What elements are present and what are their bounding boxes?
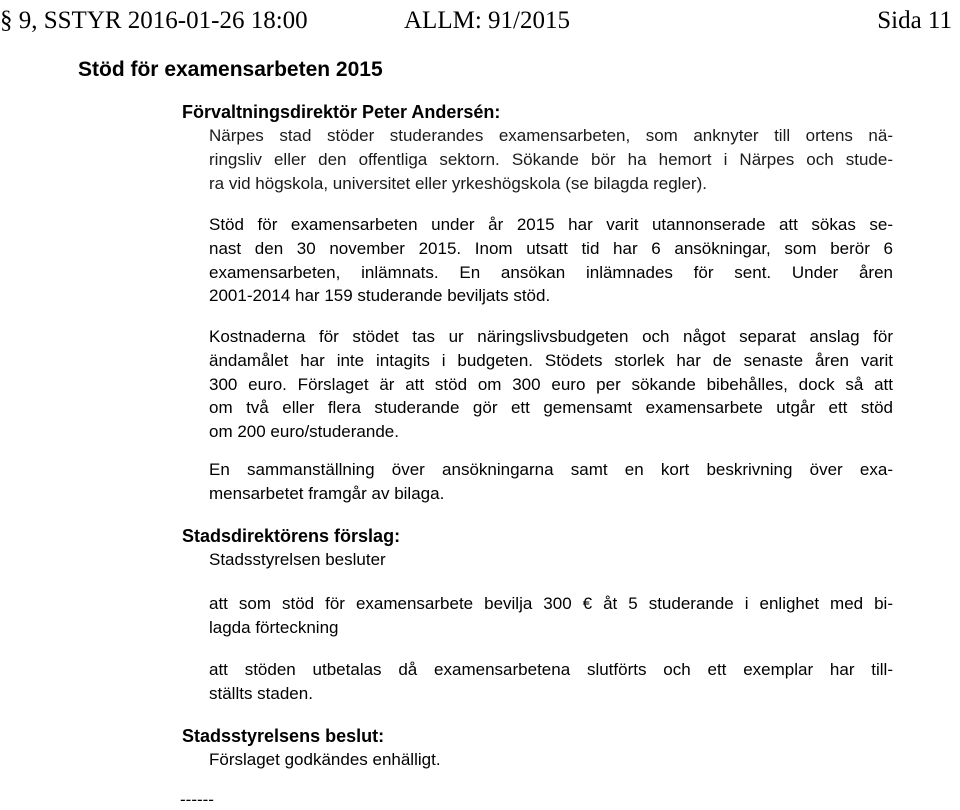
text-line: Stadsstyrelsen besluter — [209, 550, 386, 569]
text-line: om två eller flera studerande gör ett gemensamt examensarbete utgår ett stöd — [209, 398, 893, 418]
section-reference: § 9, SSTYR 2016-01-26 18:00 — [0, 7, 308, 34]
administration-paragraph-1 — [209, 124, 893, 195]
text-line: Kostnaderna för stödet tas ur näringslivsbudgeten och något separat anslag för — [209, 327, 893, 346]
case-number: ALLM: 91/2015 — [404, 7, 570, 34]
text-line: om 200 euro/studerande. — [209, 422, 399, 442]
proposal-item-1 — [209, 592, 893, 640]
proposal-intro — [209, 548, 893, 572]
page-title: Stöd för examensarbeten 2015 — [78, 58, 383, 81]
text-line: 300 euro. Förslaget är att stöd om 300 euro per sökande bibehålles, dock så att — [209, 374, 893, 394]
text-line: En sammanställning över ansökningarna samt en kort beskrivning över exa- — [209, 460, 893, 479]
decision-heading: Stadsstyrelsens beslut: — [182, 726, 385, 746]
text-line: att som stöd för examensarbete bevilja 300 € åt 5 studerande i enlighet med bi- — [209, 594, 893, 613]
proposal-item-2 — [209, 658, 893, 706]
page-number: Sida 11 — [877, 7, 952, 34]
administration-paragraph-4 — [209, 458, 893, 506]
text-line: Stöd för examensarbeten under år 2015 har varit utannonserade att sökas se- — [209, 215, 893, 234]
page-header — [0, 5, 960, 37]
text-line: Närpes stad stöder studerandes examensarbeten, som anknyter till ortens nä- — [209, 126, 893, 145]
text-line: Förslaget godkändes enhälligt. — [209, 750, 441, 769]
text-line: att stöden utbetalas då examensarbetena slutförts och ett exemplar har till- — [209, 660, 893, 679]
text-line: ändamålet har inte intagits i budgeten. Stödets storlek har de senaste åren varit — [209, 350, 893, 370]
text-line: ringsliv eller den offentliga sektorn. Sökande bör ha hemort i Närpes och stude- — [209, 149, 893, 169]
text-line: lagda förteckning — [209, 617, 339, 637]
proposal-heading: Stadsdirektörens förslag: — [182, 526, 401, 546]
section-separator: ------ — [180, 790, 214, 809]
administration-heading: Förvaltningsdirektör Peter Andersén: — [182, 102, 501, 122]
text-line: examensarbeten, inlämnats. En ansökan inlämnades för sent. Under åren — [209, 262, 893, 282]
text-line: nast den 30 november 2015. Inom utsatt tid har 6 ansökningar, som berör 6 — [209, 238, 893, 258]
text-line: ra vid högskola, universitet eller yrkeshögskola (se bilagda regler). — [209, 173, 707, 193]
text-line: ställts staden. — [209, 683, 313, 703]
text-line: mensarbetet framgår av bilaga. — [209, 483, 445, 503]
decision-text — [209, 748, 893, 772]
text-line: 2001-2014 har 159 studerande beviljats stöd. — [209, 286, 551, 306]
administration-paragraph-2 — [209, 213, 893, 308]
administration-paragraph-3 — [209, 325, 893, 444]
